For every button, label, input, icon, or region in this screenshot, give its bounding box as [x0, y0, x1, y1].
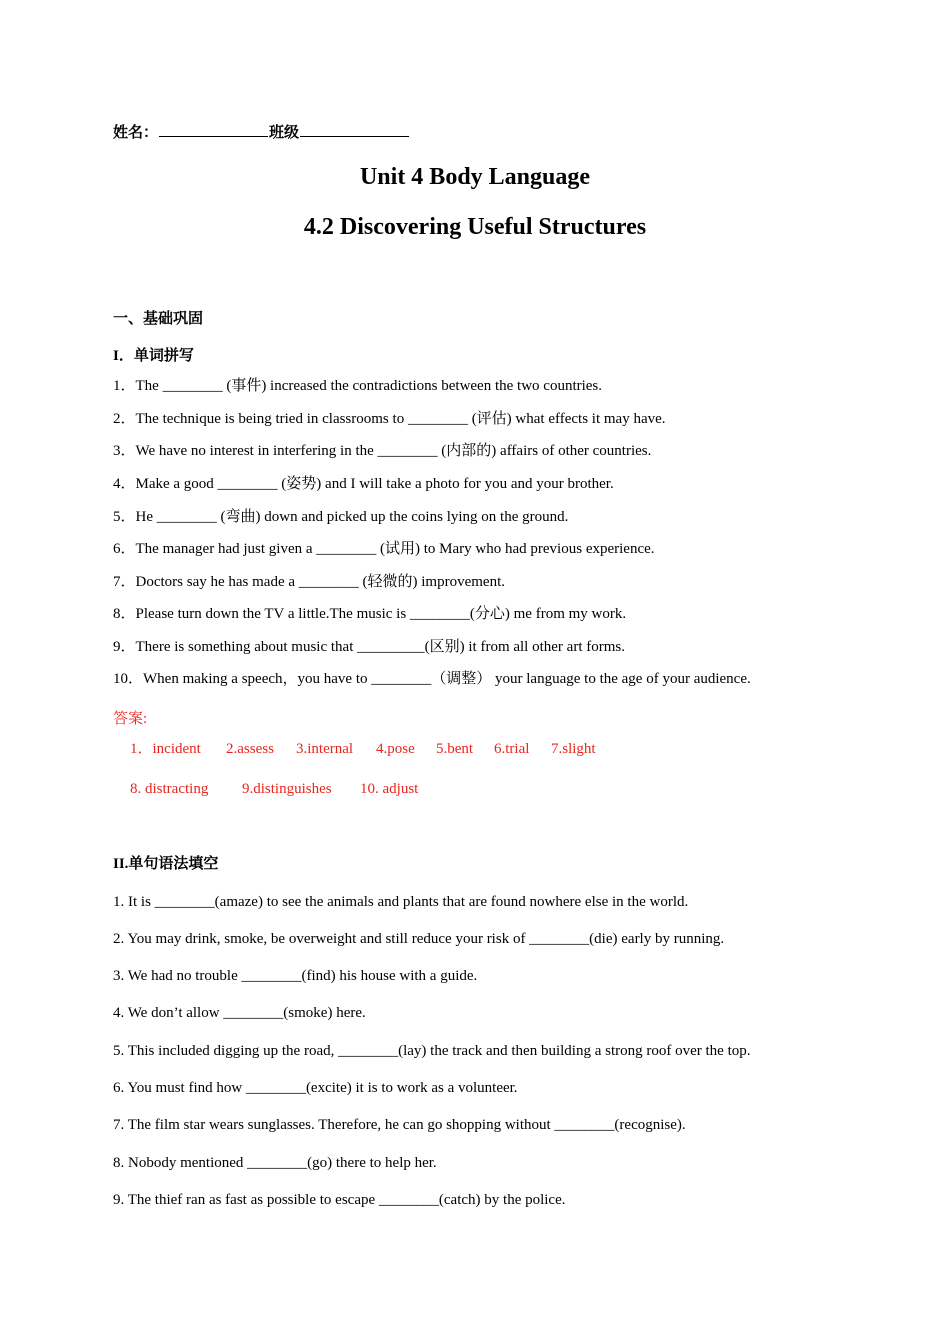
answer-item: 1．incident — [130, 741, 201, 757]
student-info-line — [113, 122, 410, 142]
question-item: 5．He ________ (弯曲) down and picked up the coins lying on the ground. — [113, 509, 569, 525]
page-subtitle: 4.2 Discovering Useful Structures — [303, 214, 647, 240]
question-item: 2. You may drink, smoke, be overweight and still reduce your risk of ________(die) early by running. — [113, 931, 725, 947]
question-item: 7．Doctors say he has made a ________ (轻微的) improvement. — [113, 574, 505, 590]
question-item: 5. This included digging up the road, ________(lay) the track and then building a strong roof over the top. — [113, 1043, 751, 1059]
part2-heading: II.单句语法填空 — [113, 856, 219, 872]
class-label: 班级 — [269, 125, 300, 141]
page-title: Unit 4 Body Language — [359, 164, 591, 190]
answer-item: 10. adjust — [360, 781, 419, 797]
question-item: 1．The ________ (事件) increased the contradictions between the two countries. — [113, 378, 603, 394]
part1-heading: I．单词拼写 — [113, 348, 194, 364]
question-item: 2．The technique is being tried in classrooms to ________ (评估) what effects it may have. — [113, 411, 666, 427]
question-item: 10．When making a speech，you have to ________（调整） your language to the age of your audience. — [113, 671, 751, 687]
question-item: 9. The thief ran as fast as possible to escape ________(catch) by the police. — [113, 1192, 566, 1208]
answer-label: 答案: — [113, 711, 148, 727]
question-item: 9．There is something about music that _________(区别) it from all other art forms. — [113, 639, 625, 655]
question-item: 6. You must find how ________(excite) it is to work as a volunteer. — [113, 1080, 518, 1096]
question-item: 3. We had no trouble ________(find) his house with a guide. — [113, 968, 478, 984]
name-blank[interactable] — [159, 122, 268, 137]
question-item: 8. Nobody mentioned ________(go) there to help her. — [113, 1155, 437, 1171]
question-item: 4. We don’t allow ________(smoke) here. — [113, 1005, 366, 1021]
question-item: 1. It is ________(amaze) to see the animals and plants that are found nowhere else in the world. — [113, 894, 689, 910]
section-heading: 一、基础巩固 — [113, 311, 204, 327]
question-item: 8．Please turn down the TV a little.The music is ________(分心) me from my work. — [113, 606, 627, 622]
class-blank[interactable] — [300, 122, 409, 137]
question-item: 7. The film star wears sunglasses. Therefore, he can go shopping without ________(recognise). — [113, 1117, 686, 1133]
question-item: 3．We have no interest in interfering in the ________ (内部的) affairs of other countries. — [113, 443, 652, 459]
answer-item: 9.distinguishes — [242, 781, 332, 797]
answer-item: 5.bent — [436, 741, 474, 757]
answer-item: 8. distracting — [130, 781, 209, 797]
question-item: 6．The manager had just given a ________ (试用) to Mary who had previous experience. — [113, 541, 655, 557]
question-item: 4．Make a good ________ (姿势) and I will take a photo for you and your brother. — [113, 476, 614, 492]
answer-item: 4.pose — [376, 741, 415, 757]
answer-item: 6.trial — [494, 741, 530, 757]
answer-item: 3.internal — [296, 741, 354, 757]
answer-item: 7.slight — [551, 741, 596, 757]
name-label: 姓名： — [113, 125, 159, 141]
answer-item: 2.assess — [226, 741, 274, 757]
